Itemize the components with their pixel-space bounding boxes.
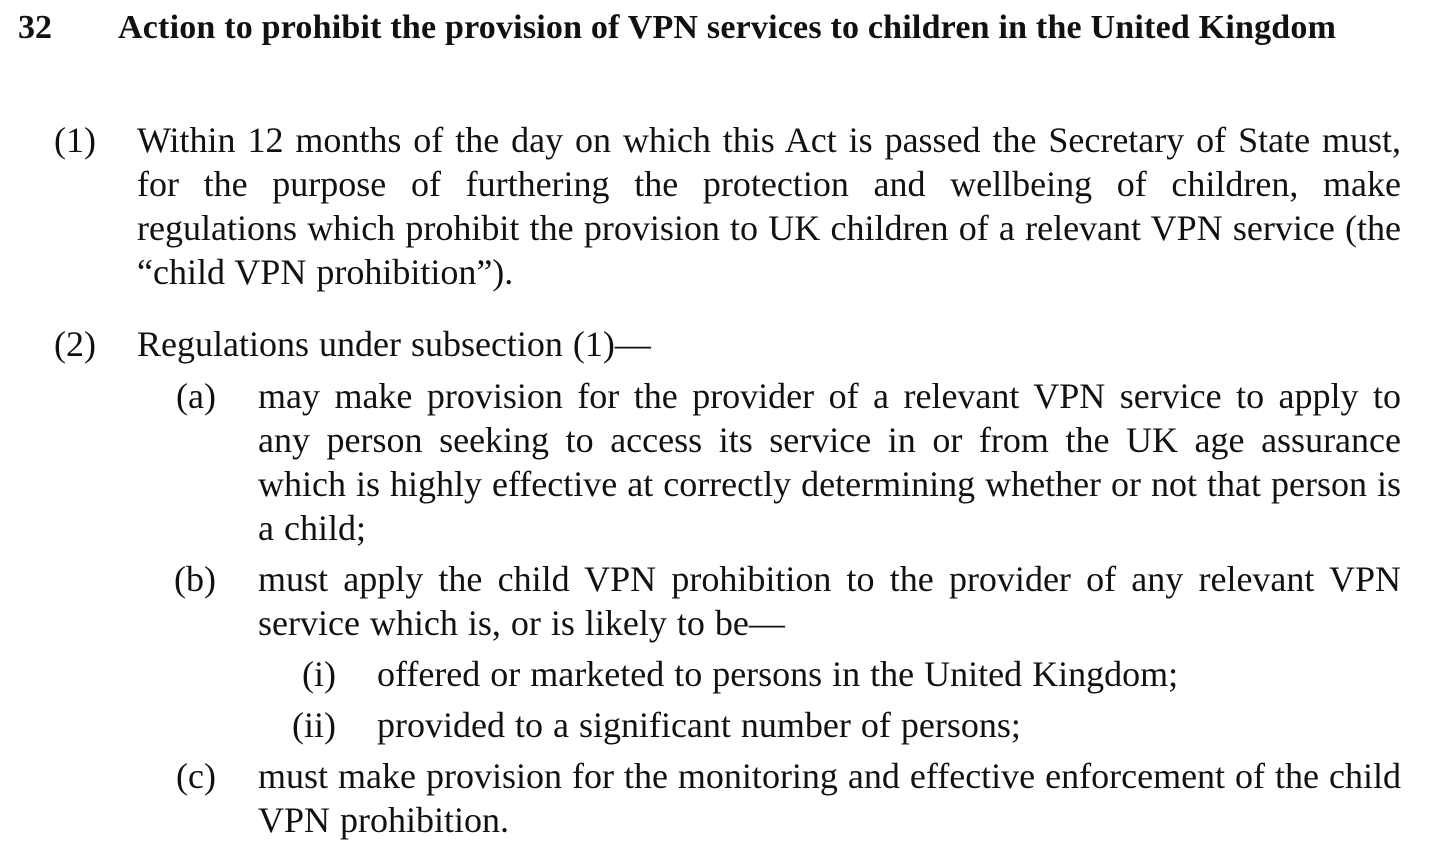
- subsection-1-text: Within 12 months of the day on which this Act is passed the Secretary of State must, for the purpose of furthering the protection and wellbeing of children, make regulations which prohibit the provision to UK children of a relevant VPN service (the “child VPN prohibition”).: [137, 120, 1401, 292]
- paragraph-b-label: (b): [174, 559, 216, 599]
- subparagraph-ii-label: (ii): [292, 705, 336, 745]
- paragraph-a-text: may make provision for the provider of a relevant VPN service to apply to any person seeking to access its service in or from the UK age assurance which is highly effective at correctly determining whether or not that person is a child;: [258, 376, 1401, 548]
- subsection-2-label: (2): [54, 324, 96, 364]
- subsection-1-label: (1): [54, 120, 96, 160]
- section-title: Action to prohibit the provision of VPN services to children in the United Kingdom: [118, 9, 1337, 46]
- paragraph-a-label: (a): [176, 376, 216, 416]
- paragraph-c-label: (c): [176, 756, 216, 796]
- subparagraph-i-label: (i): [302, 654, 336, 694]
- subparagraph-ii-text: provided to a significant number of persons;: [377, 705, 1021, 745]
- subsection-2-text: Regulations under subsection (1)—: [137, 324, 651, 364]
- paragraph-b-text: must apply the child VPN prohibition to the provider of any relevant VPN service which is, or is likely to be—: [258, 559, 1401, 643]
- subparagraph-i-text: offered or marketed to persons in the United Kingdom;: [377, 654, 1179, 694]
- paragraph-c-text: must make provision for the monitoring and effective enforcement of the child VPN prohibition.: [258, 756, 1401, 840]
- section-number: 32: [18, 9, 52, 46]
